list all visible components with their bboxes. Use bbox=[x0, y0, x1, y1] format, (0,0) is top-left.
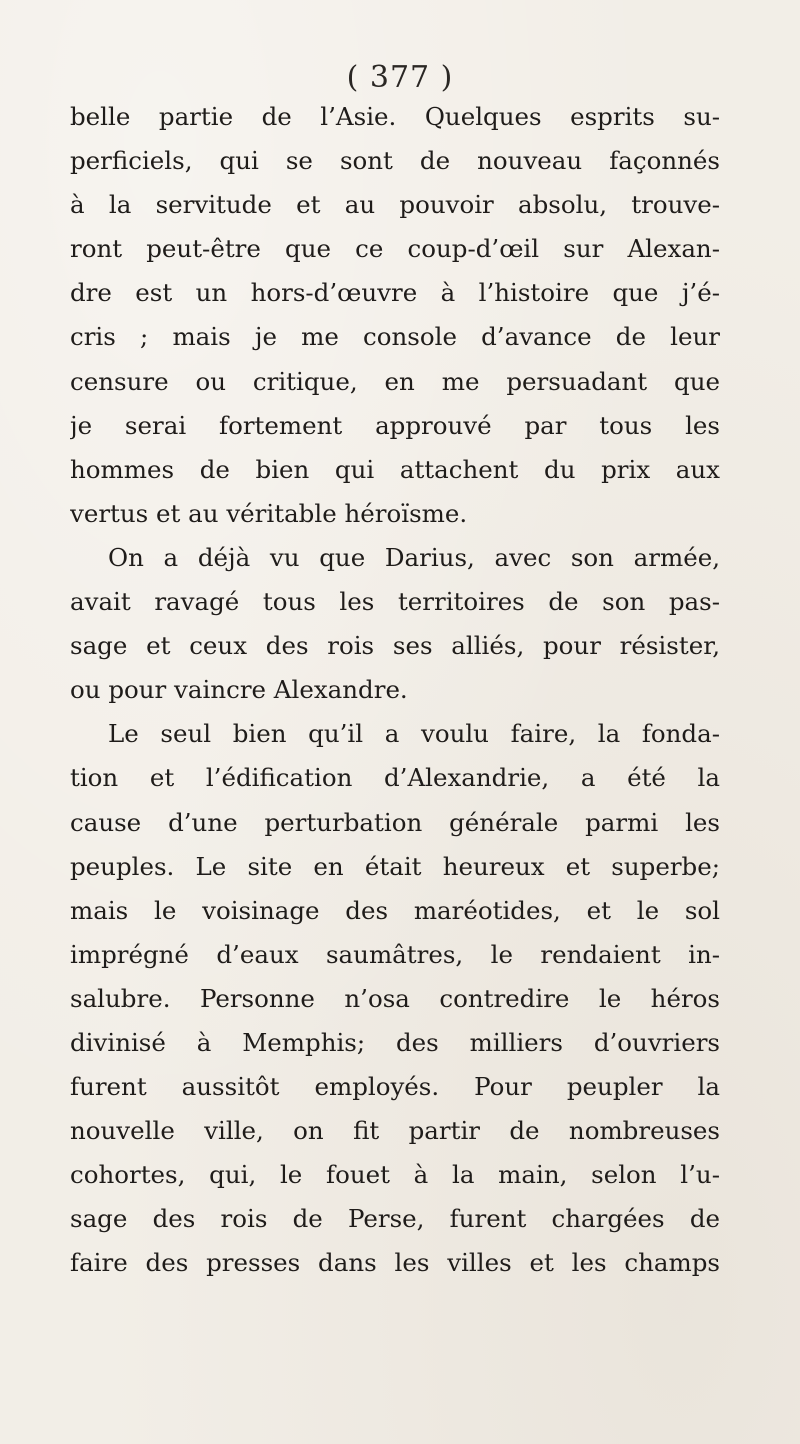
text-line: faire des presses dans les villes et les champs bbox=[70, 1248, 720, 1278]
text-line: mais le voisinage des maréotides, et le sol bbox=[70, 895, 720, 925]
text-line: avait ravagé tous les territoires de son pas- bbox=[70, 587, 720, 617]
text-line: dre est un hors-d’œuvre à l’histoire que j’é- bbox=[70, 278, 720, 308]
text-line: sage des rois de Perse, furent chargées de bbox=[70, 1204, 720, 1234]
text-line: je serai fortement approuvé par tous les bbox=[70, 410, 720, 440]
text-line: cause d’une perturbation générale parmi les bbox=[70, 807, 720, 837]
text-line: sage et ceux des rois ses alliés, pour résister, bbox=[70, 631, 720, 661]
text-line: perficiels, qui se sont de nouveau façonnés bbox=[70, 146, 720, 176]
text-line: cohortes, qui, le fouet à la main, selon l’u- bbox=[70, 1160, 720, 1190]
text-line: belle partie de l’Asie. Quelques esprits su- bbox=[70, 102, 720, 131]
text-line: cris ; mais je me console d’avance de leur bbox=[70, 322, 720, 352]
text-line: salubre. Personne n’osa contredire le héros bbox=[70, 983, 720, 1013]
paragraph-start-line: Le seul bien qu’il a voulu faire, la fonda- bbox=[108, 719, 720, 749]
text-line: divinisé à Memphis; des milliers d’ouvriers bbox=[70, 1027, 720, 1057]
body-text bbox=[70, 95, 720, 1286]
text-line: tion et l’édification d’Alexandrie, a été la bbox=[70, 763, 720, 793]
paragraph-start-line: On a déjà vu que Darius, avec son armée, bbox=[108, 542, 720, 572]
text-line: hommes de bien qui attachent du prix aux bbox=[70, 454, 720, 484]
paragraph-end-line: vertus et au véritable héroïsme. bbox=[70, 498, 468, 528]
paragraph-end-line: ou pour vaincre Alexandre. bbox=[70, 675, 408, 705]
text-line: nouvelle ville, on fit partir de nombreuses bbox=[70, 1116, 720, 1146]
text-line: ront peut-être que ce coup-d’œil sur Alexan- bbox=[70, 234, 720, 264]
text-line: furent aussitôt employés. Pour peupler la bbox=[70, 1072, 720, 1102]
page-number: ( 377 ) bbox=[346, 60, 454, 95]
text-line: à la servitude et au pouvoir absolu, trouve- bbox=[70, 190, 720, 220]
text-line: peuples. Le site en était heureux et superbe; bbox=[70, 851, 720, 881]
text-line: imprégné d’eaux saumâtres, le rendaient in- bbox=[70, 939, 720, 969]
text-line: censure ou critique, en me persuadant que bbox=[70, 366, 720, 396]
